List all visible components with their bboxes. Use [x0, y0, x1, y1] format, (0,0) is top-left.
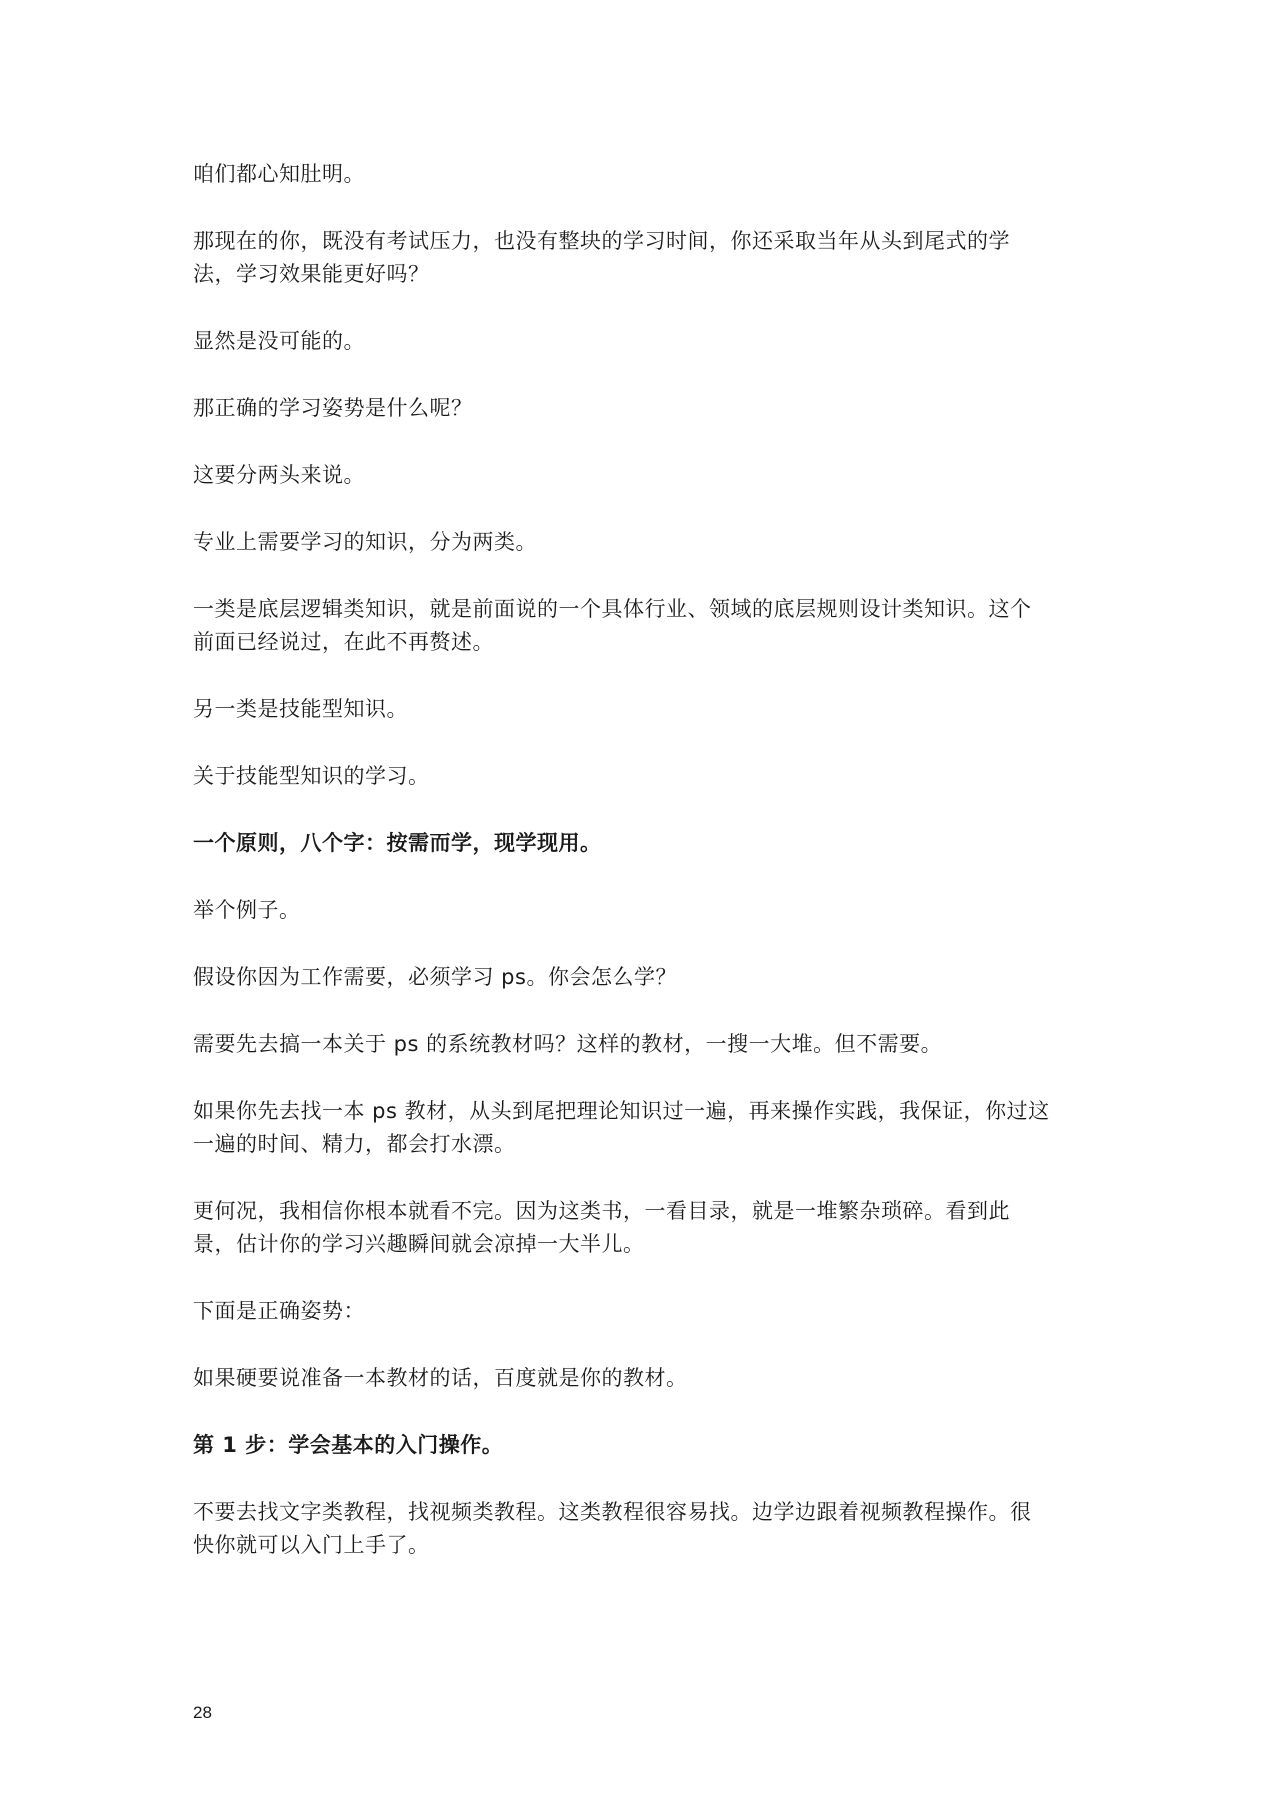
paragraph [193, 894, 1093, 927]
paragraph [193, 392, 1093, 425]
text-line: 下面是正确姿势： [193, 1299, 365, 1323]
text-line: 那现在的你，既没有考试压力，也没有整块的学习时间，你还采取当年从头到尾式的学 [193, 229, 1010, 253]
paragraph [193, 1195, 1093, 1261]
text-line: 举个例子。 [193, 898, 301, 922]
text-line: 如果硬要说准备一本教材的话，百度就是你的教材。 [193, 1366, 688, 1390]
paragraph [193, 593, 1093, 659]
text-line: 不要去找文字类教程，找视频类教程。这类教程很容易找。边学边跟着视频教程操作。很 [193, 1500, 1032, 1524]
paragraph [193, 760, 1093, 793]
text-line: 一遍的时间、精力，都会打水漂。 [193, 1132, 516, 1156]
text-line: 景，估计你的学习兴趣瞬间就会凉掉一大半儿。 [193, 1232, 645, 1256]
text-line: 一类是底层逻辑类知识，就是前面说的一个具体行业、领域的底层规则设计类知识。这个 [193, 597, 1032, 621]
text-line: 如果你先去找一本 ps 教材，从头到尾把理论知识过一遍，再来操作实践，我保证，你过这 [193, 1099, 1050, 1123]
text-line: 法，学习效果能更好吗？ [193, 262, 430, 286]
text-line: 一个原则，八个字：按需而学，现学现用。 [193, 831, 602, 855]
paragraph [193, 1362, 1093, 1395]
paragraph [193, 459, 1093, 492]
paragraph [193, 961, 1093, 994]
bold-step-heading [193, 1429, 1093, 1462]
text-line: 另一类是技能型知识。 [193, 697, 408, 721]
body-text [193, 158, 1093, 1596]
text-line: 快你就可以入门上手了。 [193, 1533, 430, 1557]
paragraph [193, 1028, 1093, 1061]
text-line: 更何况，我相信你根本就看不完。因为这类书，一看目录，就是一堆繁杂琐碎。看到此 [193, 1199, 1010, 1223]
text-line: 咱们都心知肚明。 [193, 162, 365, 186]
text-line: 关于技能型知识的学习。 [193, 764, 430, 788]
text-line: 假设你因为工作需要，必须学习 ps。你会怎么学？ [193, 965, 677, 989]
page-number: 28 [193, 1703, 212, 1722]
paragraph [193, 1095, 1093, 1161]
text-line: 显然是没可能的。 [193, 329, 365, 353]
paragraph [193, 526, 1093, 559]
paragraph [193, 225, 1093, 291]
paragraph [193, 1496, 1093, 1562]
text-line: 这要分两头来说。 [193, 463, 365, 487]
bold-principle-paragraph [193, 827, 1093, 860]
text-line: 第 1 步：学会基本的入门操作。 [193, 1433, 504, 1457]
paragraph [193, 325, 1093, 358]
text-line: 需要先去搞一本关于 ps 的系统教材吗？这样的教材，一搜一大堆。但不需要。 [193, 1032, 943, 1056]
text-line: 专业上需要学习的知识，分为两类。 [193, 530, 537, 554]
paragraph [193, 158, 1093, 191]
paragraph [193, 693, 1093, 726]
paragraph [193, 1295, 1093, 1328]
text-line: 前面已经说过，在此不再赘述。 [193, 630, 494, 654]
text-line: 那正确的学习姿势是什么呢？ [193, 396, 473, 420]
